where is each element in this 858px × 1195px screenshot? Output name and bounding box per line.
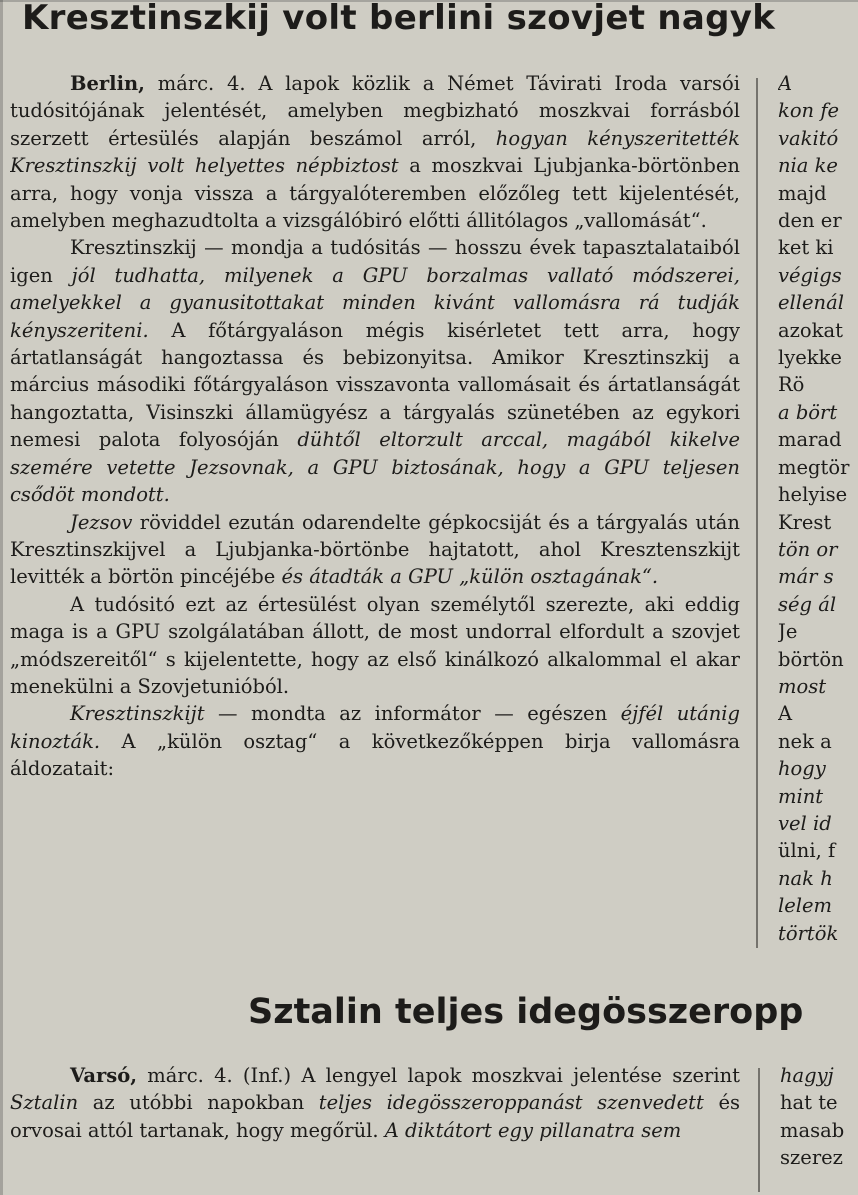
text-run: — mondta az informátor — egészen	[204, 702, 621, 726]
fragment-line: lelem	[778, 894, 833, 918]
fragment-line: börtön	[778, 647, 844, 671]
fragment-line: helyise	[778, 483, 848, 507]
fragment-line: vakitó	[778, 126, 839, 150]
text-run: teljes idegösszeroppanást szenvedett	[318, 1091, 704, 1115]
text-run: márc. 4. (Inf.) A lengyel lapok moszkvai jelentése szerint	[137, 1064, 740, 1087]
fragment-line: nek a	[778, 729, 832, 753]
text-run: Berlin,	[70, 72, 145, 95]
adjacent-column-fragment-2	[780, 1062, 858, 1195]
column-rule	[756, 78, 758, 948]
fragment-line: azokat	[778, 318, 843, 342]
fragment-line: A	[778, 72, 793, 95]
fragment-line: ket ki	[778, 236, 834, 260]
text-run: Kresztinszkijt	[70, 702, 205, 726]
fragment-line: a bört	[778, 400, 838, 424]
text-run: Varsó,	[70, 1064, 138, 1087]
headline-top: Kresztinszkij volt berlini szovjet nagyk	[22, 0, 776, 38]
text-run: A tudósitó ezt az értesülést olyan személytől szerezte, aki eddig maga is a GPU szolgálatában állott, de most undorral elfordult a szovjet „módszereitől“ s kijelentette, hogy az első kinálkozó alkalommal el akar menekülni a Szovjetunióból.	[10, 592, 740, 698]
fragment-line: masab	[780, 1118, 845, 1142]
fragment-line: Je	[778, 620, 798, 644]
text-run: Kresztinszkij — mondja a tudósitás — hosszu évek tapasztalataiból igen	[10, 236, 740, 287]
fragment-line: kon fe	[778, 99, 840, 123]
fragment-line: vel id	[778, 811, 832, 835]
text-run: A diktátort egy pillanatra sem	[384, 1118, 682, 1142]
fragment-line: majd	[778, 181, 827, 205]
text-run: és átadták a GPU „külön osztagának“.	[281, 565, 659, 589]
fragment-line: hagyj	[780, 1064, 834, 1087]
fragment-line: nak h	[778, 866, 833, 890]
fragment-line: mint	[778, 784, 824, 808]
column-rule-2	[758, 1068, 760, 1192]
fragment-line: már s	[778, 565, 834, 589]
text-run: és orvosai attól tartanak, hogy megőrül.	[10, 1091, 740, 1142]
paragraph	[10, 591, 740, 701]
fragment-line: Krest	[778, 510, 832, 534]
fragment-line: nia ke	[778, 154, 838, 178]
fragment-line: ség ál	[778, 592, 837, 616]
paragraph	[10, 70, 740, 234]
text-run: hogyan kényszeritették Kresztinszkij volt helyettes népbiztost	[10, 126, 740, 178]
text-run: éjfél utánig kinozták.	[10, 702, 740, 753]
paragraph	[10, 509, 740, 591]
fragment-line: szerez	[780, 1146, 843, 1170]
text-run: Jezsov	[70, 510, 133, 534]
text-run: az utóbbi napokban	[78, 1091, 319, 1115]
paragraph	[10, 700, 740, 782]
fragment-line: lyekke	[778, 346, 842, 370]
fragment-line: hat te	[780, 1091, 838, 1115]
text-run: röviddel ezután odarendelte gépkocsiját és a tárgyalás után Kresztinszkijvel a Ljubjanka-börtönbe hajtatott, ahol Kresztenszkijt levitték a börtön pincéjébe	[10, 510, 740, 589]
fragment-line: tön or	[778, 537, 838, 561]
paragraph	[10, 234, 740, 508]
fragment-line: A	[778, 702, 793, 726]
text-run: dühtől eltorzult arccal, magából kikelve szemére vetette Jezsovnak, a GPU biztosának, hogy a GPU teljesen csődöt mondott.	[10, 428, 740, 507]
fragment-line: hogy	[778, 757, 826, 781]
article-kresztinszkij-body	[10, 70, 740, 950]
text-run: Sztalin	[10, 1091, 79, 1115]
headline-sztalin: Sztalin teljes idegösszeropp	[248, 992, 804, 1032]
fragment-line: megtör	[778, 455, 850, 479]
fragment-line: ülni, f	[778, 839, 836, 863]
fragment-line: marad	[778, 428, 842, 452]
article-sztalin-body	[10, 1062, 740, 1195]
text-run: a moszkvai Ljubjanka-börtönben arra, hogy vonja vissza a tárgyalóteremben előzőleg tett kijelentését, amelyben meghazudtolta a vizsgálóbiró előtti állitólagos „vallomását“.	[10, 154, 740, 233]
text-run: jól tudhatta, milyenek a GPU borzalmas vallató módszerei, amelyekkel a gyanusitottakat minden kivánt vallomásra rá tudják kényszeriteni.	[10, 263, 740, 342]
fragment-line: végigs	[778, 263, 842, 287]
fragment-line: törtök	[778, 921, 839, 945]
text-run: A „külön osztag“ a következőképpen birja vallomásra áldozatait:	[10, 729, 740, 781]
fragment-line: Rö	[778, 373, 805, 397]
fragment-line: ellenál	[778, 291, 844, 315]
adjacent-column-fragment	[778, 70, 858, 950]
text-run: márc. 4. A lapok közlik a Német Távirati Iroda varsói tudósitójának jelentését, amelyben megbizható moszkvai forrásból szerzett értesülés alapján beszámol arról,	[10, 72, 740, 150]
fragment-line: most	[778, 674, 827, 698]
paragraph	[10, 1062, 740, 1144]
text-run: A főtárgyaláson mégis kisérletet tett arra, hogy ártatlanságát hangoztassa és bebizonyitsa. Amikor Kresztinszkij a március másodiki főtárgyaláson visszavonta vallomásait és ártatlanságát hangoztatta, Visinszki államügyész a tárgyalás szünetében az egykori nemesi palota folyosóján	[10, 318, 740, 452]
fragment-line: den er	[778, 209, 842, 233]
